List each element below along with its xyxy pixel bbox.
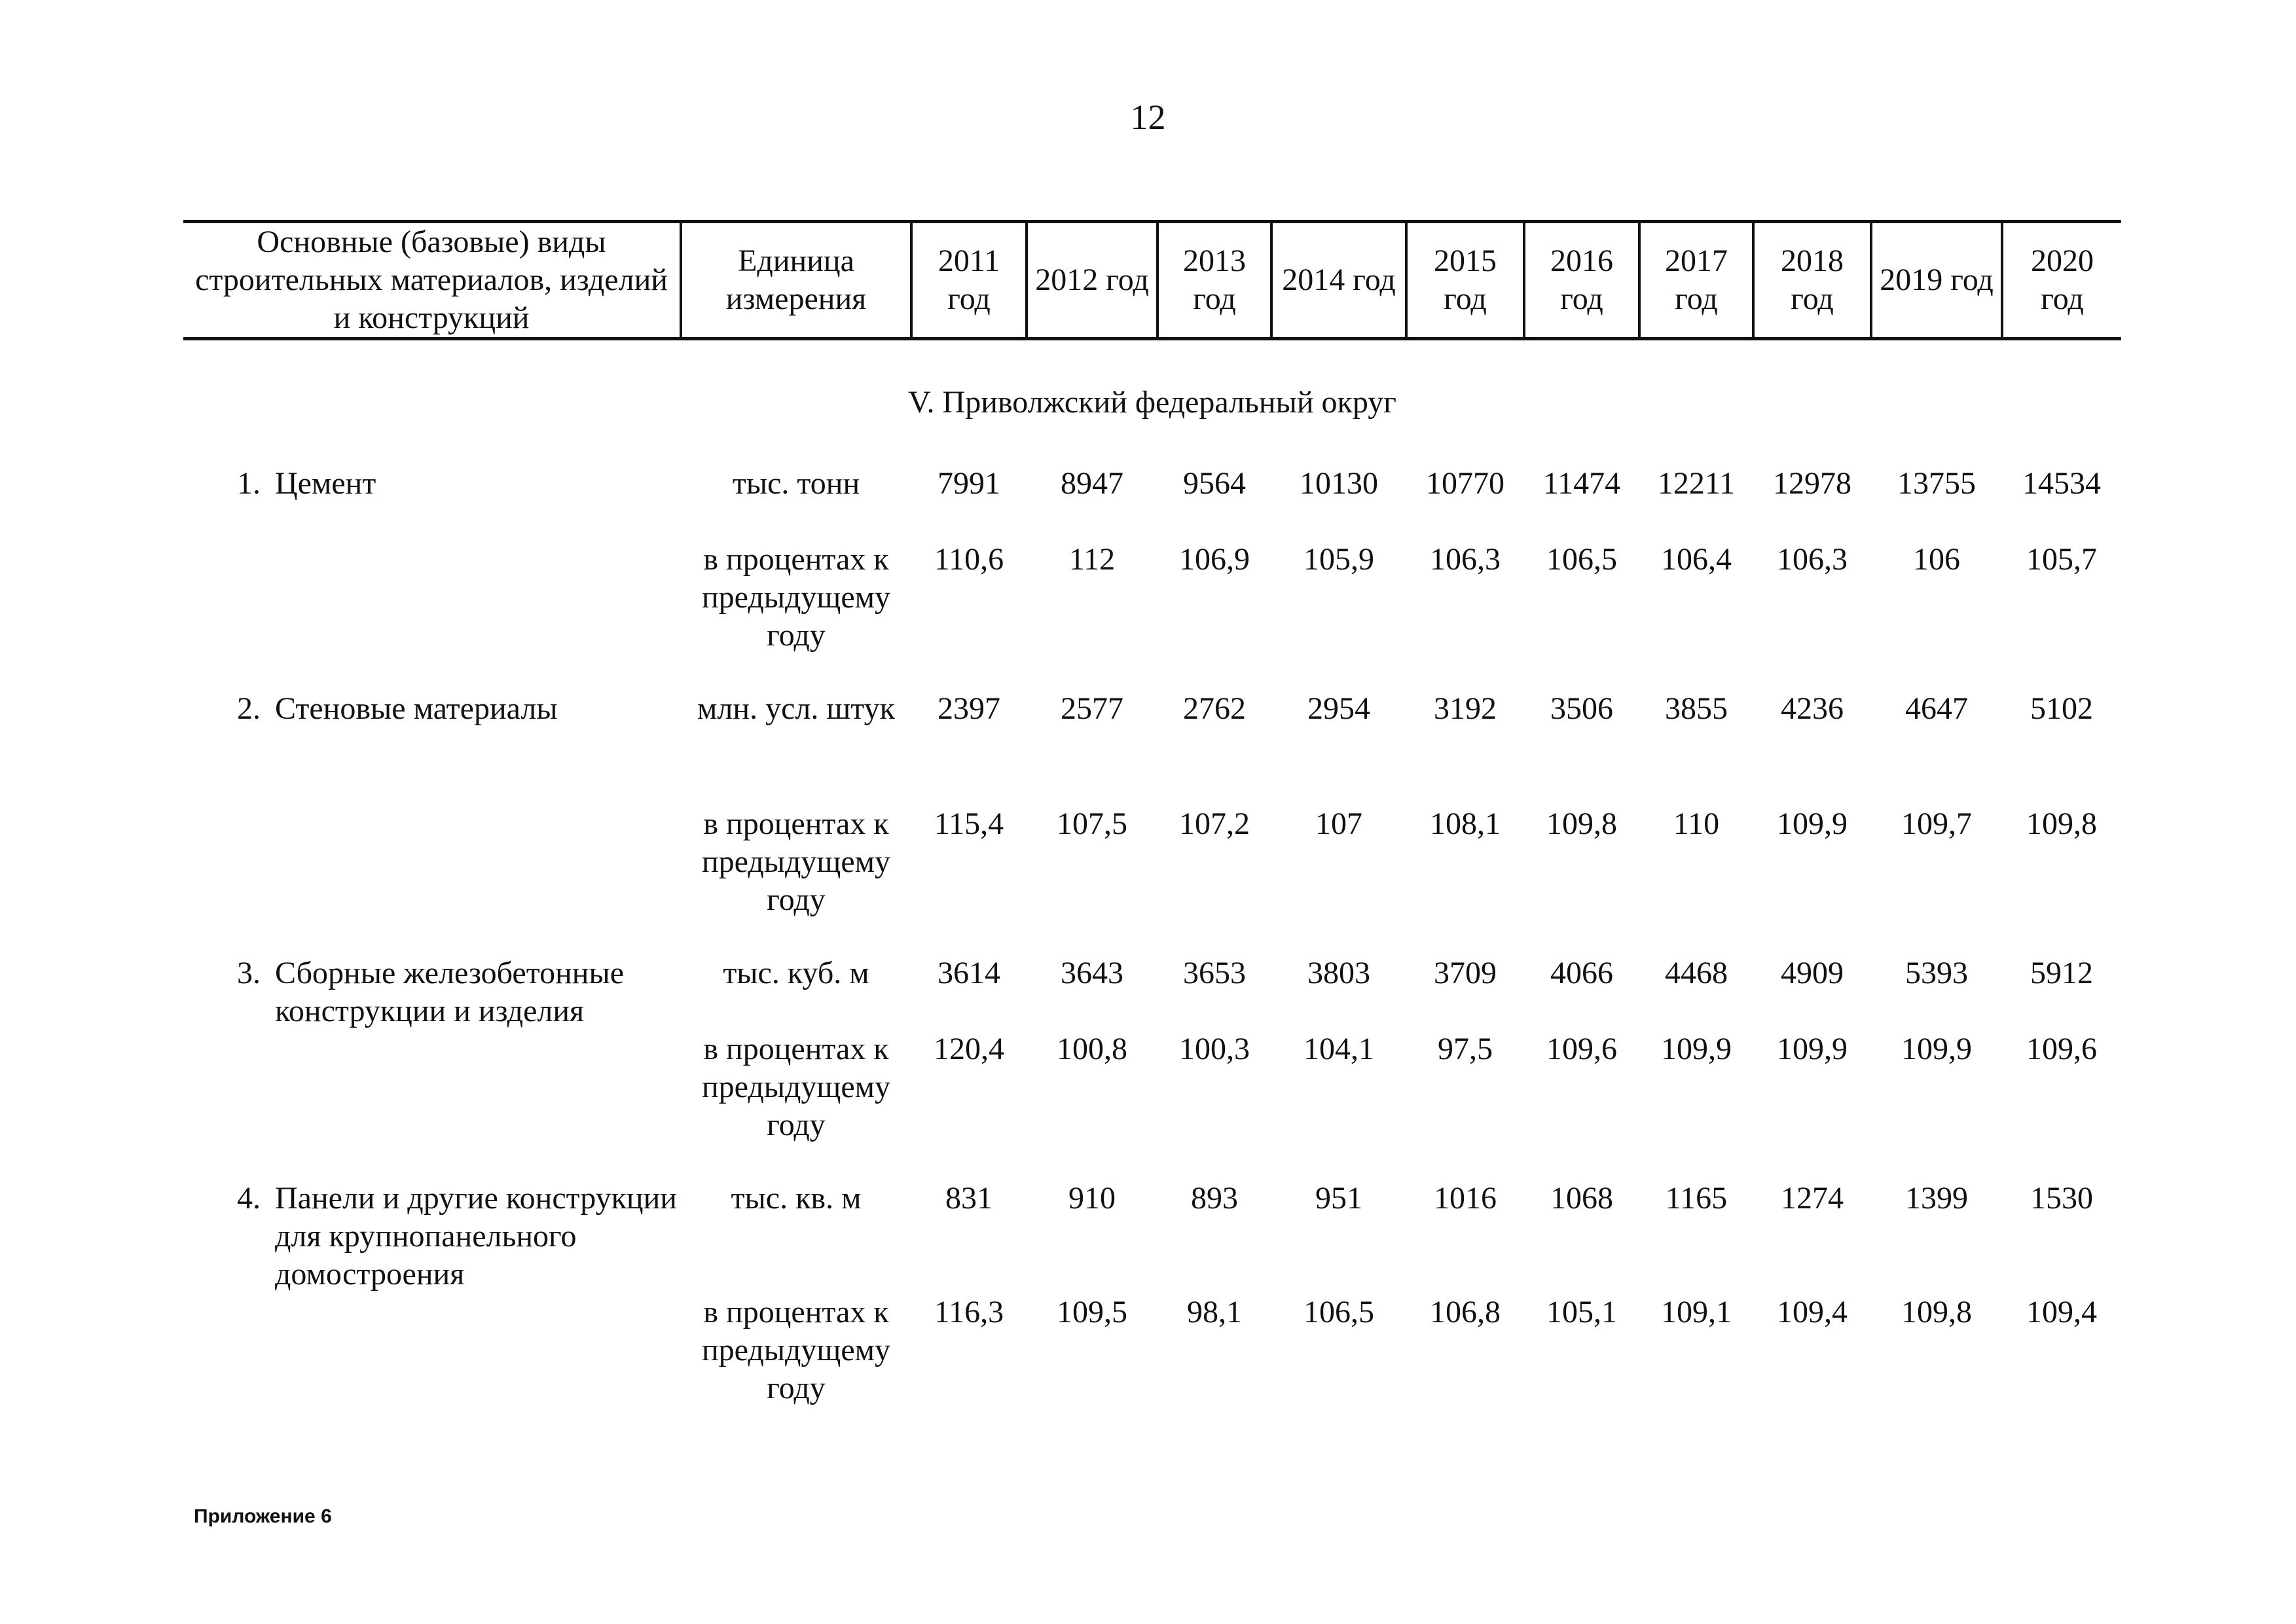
value-cell: 109,1	[1661, 1295, 1732, 1329]
value-cell: 7991	[938, 466, 1000, 501]
unit-cell: тыс. куб. м	[723, 956, 869, 990]
value-cell: 106,8	[1430, 1295, 1501, 1329]
value-cell: 910	[1068, 1181, 1116, 1216]
value-cell: 109,8	[2026, 806, 2097, 841]
value-cell: 12978	[1773, 466, 1851, 501]
table-row	[183, 1293, 2121, 1443]
table-row	[183, 690, 2121, 805]
table-row	[183, 465, 2121, 541]
unit-cell: в процентах к предыдущему году	[701, 806, 891, 917]
unit-cell: тыс. тонн	[732, 466, 860, 501]
value-cell: 1399	[1905, 1181, 1968, 1216]
unit-cell: в процентах к предыдущему году	[701, 542, 891, 653]
value-cell: 3643	[1061, 956, 1123, 990]
value-cell: 105,1	[1546, 1295, 1617, 1329]
row-number	[183, 1293, 275, 1443]
value-cell: 4909	[1781, 956, 1844, 990]
header-year: 2016 год	[1524, 222, 1639, 339]
value-cell: 109,9	[1777, 806, 1848, 841]
value-cell: 106,5	[1303, 1295, 1374, 1329]
value-cell: 115,4	[934, 806, 1004, 841]
table-row	[183, 805, 2121, 954]
unit-cell: в процентах к предыдущему году	[701, 1295, 891, 1405]
value-cell: 8947	[1061, 466, 1123, 501]
value-cell: 106,3	[1430, 542, 1501, 577]
value-cell: 10770	[1426, 466, 1504, 501]
value-cell: 13755	[1897, 466, 1976, 501]
value-cell: 109,7	[1901, 806, 1972, 841]
value-cell: 109,6	[1546, 1032, 1617, 1066]
value-cell: 106,9	[1179, 542, 1250, 577]
value-cell: 104,1	[1303, 1032, 1374, 1066]
material-name: Сборные железобетонные конструкции и изделия	[275, 956, 624, 1028]
value-cell: 4468	[1665, 956, 1728, 990]
row-number: 1.	[237, 466, 261, 501]
value-cell: 4236	[1781, 691, 1844, 726]
header-year: 2014 год	[1271, 222, 1406, 339]
value-cell: 5102	[2030, 691, 2093, 726]
value-cell: 4647	[1905, 691, 1968, 726]
value-cell: 109,6	[2026, 1032, 2097, 1066]
value-cell: 2762	[1183, 691, 1246, 726]
material-name	[275, 1293, 681, 1443]
table-row	[183, 1030, 2121, 1180]
row-number: 2.	[237, 691, 261, 726]
value-cell: 2954	[1307, 691, 1370, 726]
value-cell: 106,5	[1546, 542, 1617, 577]
value-cell: 10130	[1300, 466, 1378, 501]
value-cell: 109,4	[1777, 1295, 1848, 1329]
value-cell: 3855	[1665, 691, 1728, 726]
header-year: 2019 год	[1871, 222, 2002, 339]
value-cell: 105,7	[2026, 542, 2097, 577]
section-title: V. Приволжский федеральный округ	[908, 385, 1396, 420]
header-year: 2012 год	[1027, 222, 1157, 339]
value-cell: 9564	[1183, 466, 1246, 501]
value-cell: 3653	[1183, 956, 1246, 990]
value-cell: 109,8	[1901, 1295, 1972, 1329]
value-cell: 3803	[1307, 956, 1370, 990]
unit-cell: млн. усл. штук	[697, 691, 895, 726]
value-cell: 3506	[1550, 691, 1613, 726]
header-year: 2018 год	[1753, 222, 1871, 339]
table-header-row	[183, 222, 2121, 339]
material-name: Стеновые материалы	[275, 691, 558, 726]
value-cell: 105,9	[1303, 542, 1374, 577]
header-material: Основные (базовые) виды строительных материалов, изделий и конструкций	[183, 222, 681, 339]
table-row	[183, 954, 2121, 1030]
value-cell: 109,9	[1777, 1032, 1848, 1066]
value-cell: 120,4	[934, 1032, 1004, 1066]
value-cell: 106,3	[1777, 542, 1848, 577]
value-cell: 14534	[2022, 466, 2101, 501]
value-cell: 1165	[1665, 1181, 1728, 1216]
header-year: 2017 год	[1639, 222, 1753, 339]
value-cell: 110	[1673, 806, 1720, 841]
value-cell: 3709	[1434, 956, 1497, 990]
value-cell: 3614	[938, 956, 1000, 990]
material-name	[275, 805, 681, 954]
value-cell: 1068	[1550, 1181, 1613, 1216]
footer-label: Приложение 6	[194, 1506, 332, 1527]
value-cell: 109,4	[2026, 1295, 2097, 1329]
material-name: Панели и другие конструкции для крупнопанельного домостроения	[275, 1181, 677, 1291]
value-cell: 108,1	[1430, 806, 1501, 841]
value-cell: 107,2	[1179, 806, 1250, 841]
value-cell: 109,5	[1057, 1295, 1127, 1329]
value-cell: 4066	[1550, 956, 1613, 990]
value-cell: 98,1	[1187, 1295, 1242, 1329]
value-cell: 2577	[1061, 691, 1123, 726]
header-year: 2011 год	[911, 222, 1027, 339]
header-year: 2013 год	[1157, 222, 1271, 339]
value-cell: 831	[945, 1181, 993, 1216]
value-cell: 2397	[938, 691, 1000, 726]
section-row	[183, 339, 2121, 465]
value-cell: 106,4	[1661, 542, 1732, 577]
row-number: 4.	[237, 1181, 261, 1216]
row-number: 3.	[237, 956, 261, 990]
value-cell: 12211	[1657, 466, 1736, 501]
header-unit: Единица измерения	[681, 222, 911, 339]
table-row	[183, 1180, 2121, 1293]
value-cell: 951	[1315, 1181, 1362, 1216]
value-cell: 3192	[1434, 691, 1497, 726]
value-cell: 106	[1913, 542, 1960, 577]
unit-cell: тыс. кв. м	[731, 1181, 862, 1216]
table-row	[183, 541, 2121, 690]
value-cell: 5912	[2030, 956, 2093, 990]
material-name: Цемент	[275, 466, 376, 501]
value-cell: 5393	[1905, 956, 1968, 990]
value-cell: 109,9	[1661, 1032, 1732, 1066]
value-cell: 1530	[2030, 1181, 2093, 1216]
value-cell: 110,6	[934, 542, 1004, 577]
page-number: 12	[1130, 98, 1166, 137]
value-cell: 1274	[1781, 1181, 1844, 1216]
value-cell: 112	[1068, 542, 1116, 577]
header-year: 2015 год	[1406, 222, 1524, 339]
value-cell: 109,9	[1901, 1032, 1972, 1066]
row-number	[183, 541, 275, 690]
value-cell: 100,8	[1057, 1032, 1127, 1066]
value-cell: 11474	[1542, 466, 1621, 501]
value-cell: 109,8	[1546, 806, 1617, 841]
value-cell: 97,5	[1438, 1032, 1493, 1066]
value-cell: 893	[1191, 1181, 1238, 1216]
unit-cell: в процентах к предыдущему году	[701, 1032, 891, 1142]
material-name	[275, 1030, 681, 1180]
value-cell: 100,3	[1179, 1032, 1250, 1066]
value-cell: 116,3	[934, 1295, 1004, 1329]
value-cell: 1016	[1434, 1181, 1497, 1216]
row-number	[183, 1030, 275, 1180]
production-table	[183, 220, 2121, 1443]
value-cell: 107	[1315, 806, 1362, 841]
material-name	[275, 541, 681, 690]
header-year: 2020 год	[2002, 222, 2121, 339]
value-cell: 107,5	[1057, 806, 1127, 841]
row-number	[183, 805, 275, 954]
